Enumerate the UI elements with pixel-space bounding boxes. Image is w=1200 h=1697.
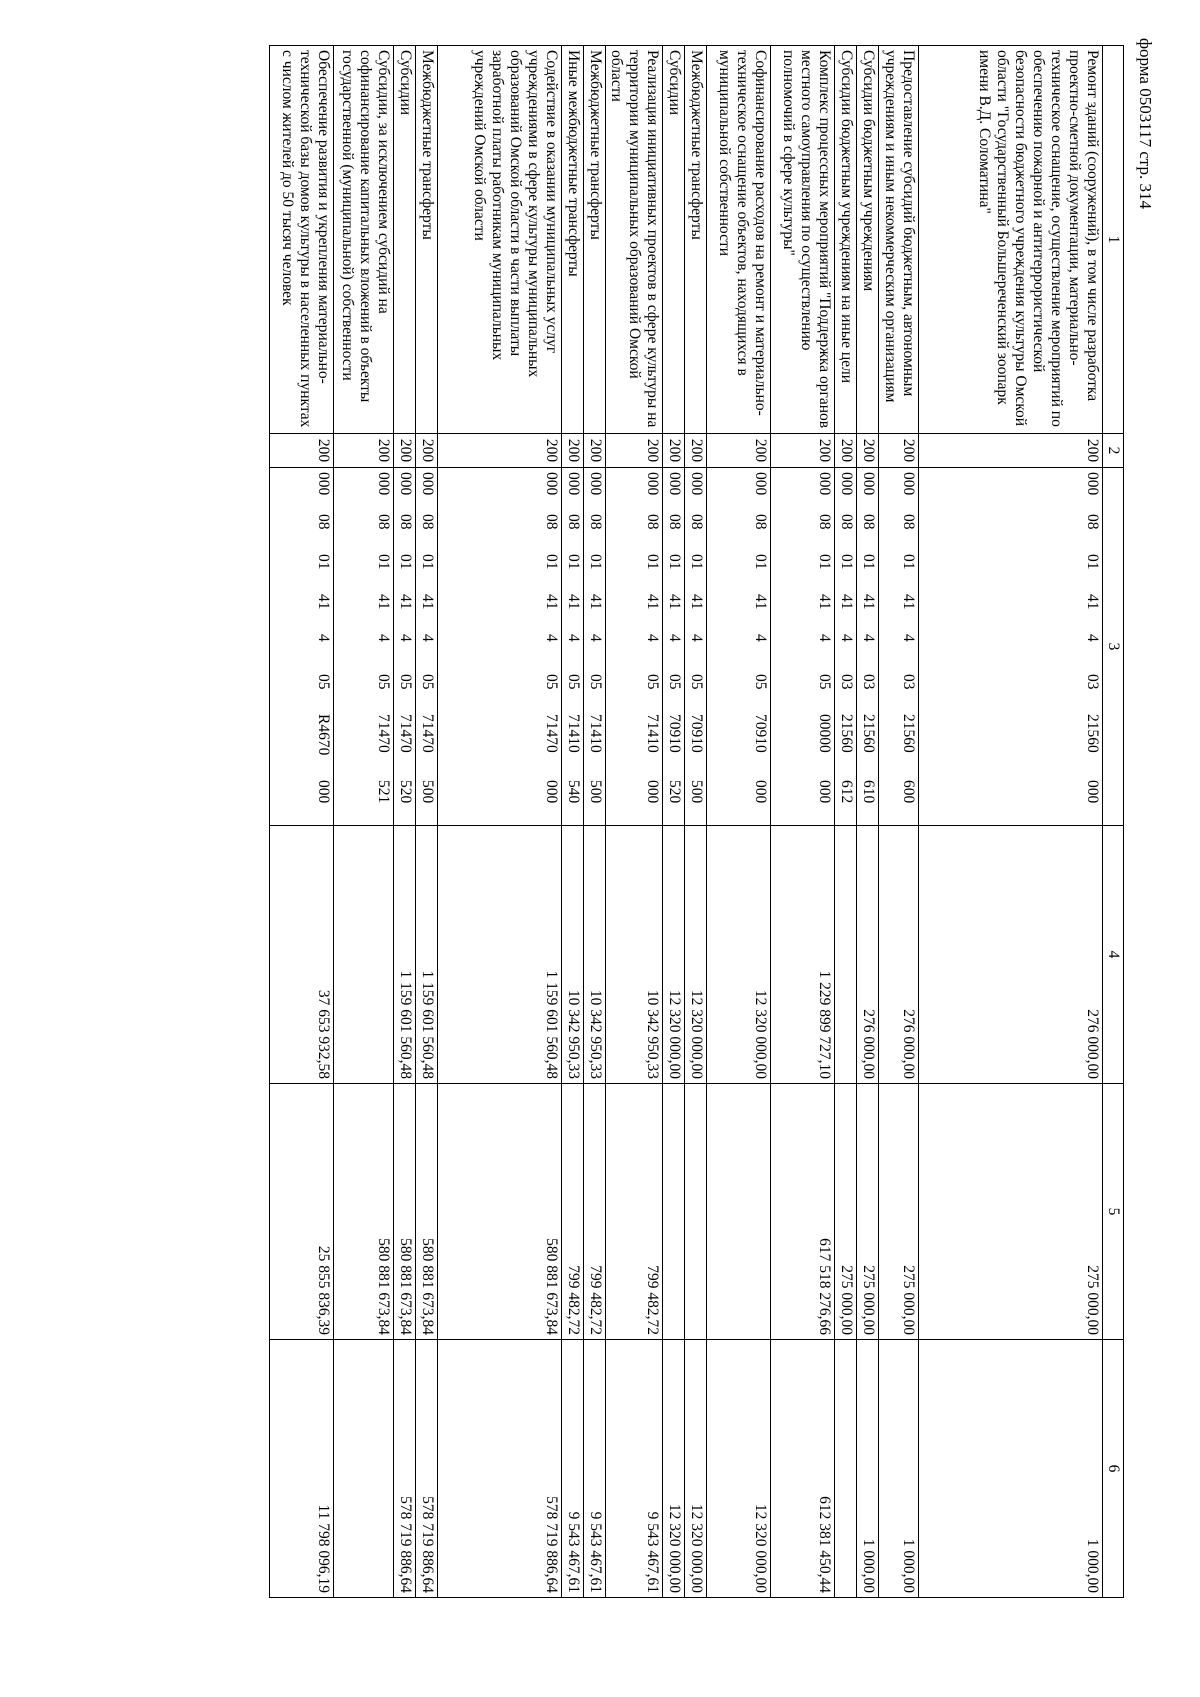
- row-executed-amount: 799 482,72: [584, 1084, 606, 1340]
- code-segment: 71470: [397, 714, 414, 753]
- row-budget-classification-code: [606, 468, 663, 826]
- code-segments: [396, 468, 414, 825]
- code-segment: 41: [565, 594, 582, 610]
- code-segment: 4: [838, 634, 855, 642]
- code-segment: 21560: [860, 714, 877, 753]
- row-description: Межбюджетные трансферты: [584, 46, 606, 434]
- code-segments: [374, 468, 392, 825]
- code-segment: 71470: [419, 714, 436, 753]
- code-segment: 01: [666, 554, 683, 570]
- table-row: [584, 46, 606, 1598]
- code-segment: 500: [587, 780, 604, 804]
- row-line-code: 200: [416, 434, 438, 468]
- row-budget-classification-code: [394, 468, 416, 826]
- column-number: 3: [1103, 468, 1124, 826]
- code-segment: 08: [419, 514, 436, 530]
- row-executed-amount: 275 000,00: [879, 1084, 919, 1340]
- code-segment: 4: [419, 634, 436, 642]
- code-segment: 03: [838, 674, 855, 690]
- row-description: Софинансирование расходов на ремонт и материально-техническое оснащение объектов, находящихся в муниципальной собственности: [707, 46, 771, 434]
- code-segment: 70910: [752, 714, 769, 753]
- code-segment: 600: [900, 780, 917, 804]
- row-description: Субсидии бюджетным учреждениям на иные цели: [835, 46, 857, 434]
- row-approved-amount: 12 320 000,00: [685, 826, 707, 1084]
- row-line-code: 200: [707, 434, 771, 468]
- code-segment: 41: [860, 594, 877, 610]
- code-segment: 500: [419, 780, 436, 804]
- code-segment: 08: [397, 514, 414, 530]
- code-segment: 71470: [543, 714, 560, 753]
- row-description: Иные межбюджетные трансферты: [562, 46, 584, 434]
- code-segments: [665, 468, 683, 825]
- row-budget-classification-code: [416, 468, 438, 826]
- code-segment: 4: [860, 634, 877, 642]
- code-segment: 03: [900, 674, 917, 690]
- code-segment: 000: [315, 472, 332, 496]
- row-line-code: 200: [394, 434, 416, 468]
- code-segment: 08: [900, 514, 917, 530]
- code-segment: 000: [419, 472, 436, 496]
- code-segment: 000: [752, 472, 769, 496]
- budget-table: [269, 45, 1124, 1598]
- row-budget-classification-code: [663, 468, 685, 826]
- table-row: [606, 46, 663, 1598]
- row-budget-classification-code: [562, 468, 584, 826]
- row-description: Обеспечение развития и укрепления материально-технической базы домов культуры в населенных пунктах с числом жителей до 50 тысяч человек: [270, 46, 334, 434]
- table-row: [394, 46, 416, 1598]
- code-segment: 08: [816, 514, 833, 530]
- row-unexecuted-amount: 11 798 096,19: [270, 1340, 334, 1598]
- code-segment: 4: [666, 634, 683, 642]
- code-segment: 610: [860, 780, 877, 804]
- row-approved-amount: 1 159 601 560,48: [438, 826, 562, 1084]
- table-row: [416, 46, 438, 1598]
- code-segments: [586, 468, 604, 825]
- table-row: [857, 46, 879, 1598]
- code-segment: 4: [587, 634, 604, 642]
- code-segments: [314, 468, 332, 825]
- code-segment: 41: [315, 594, 332, 610]
- column-number: 4: [1103, 826, 1124, 1084]
- column-number-row: [1103, 46, 1124, 1598]
- row-executed-amount: 275 000,00: [857, 1084, 879, 1340]
- row-approved-amount: 10 342 950,33: [584, 826, 606, 1084]
- code-segment: 05: [375, 674, 392, 690]
- code-segment: 01: [816, 554, 833, 570]
- code-segment: 71410: [565, 714, 582, 753]
- row-line-code: 200: [334, 434, 394, 468]
- row-approved-amount: 10 342 950,33: [606, 826, 663, 1084]
- code-segment: 520: [666, 780, 683, 804]
- code-segment: 41: [419, 594, 436, 610]
- code-segment: 500: [688, 780, 705, 804]
- code-segments: [418, 468, 436, 825]
- row-executed-amount: 275 000,00: [835, 1084, 857, 1340]
- code-segment: 41: [375, 594, 392, 610]
- row-unexecuted-amount: 9 543 467,61: [606, 1340, 663, 1598]
- row-unexecuted-amount: 9 543 467,61: [584, 1340, 606, 1598]
- code-segment: 05: [666, 674, 683, 690]
- row-budget-classification-code: [438, 468, 562, 826]
- row-line-code: 200: [919, 434, 1103, 468]
- code-segment: 05: [543, 674, 560, 690]
- row-budget-classification-code: [857, 468, 879, 826]
- code-segment: 000: [752, 780, 769, 804]
- code-segment: 08: [688, 514, 705, 530]
- code-segment: 01: [752, 554, 769, 570]
- column-number: 1: [1103, 46, 1124, 434]
- row-line-code: 200: [685, 434, 707, 468]
- row-unexecuted-amount: 612 381 450,44: [771, 1340, 835, 1598]
- row-executed-amount: [663, 1084, 685, 1340]
- row-executed-amount: 25 855 836,39: [270, 1084, 334, 1340]
- row-executed-amount: 799 482,72: [562, 1084, 584, 1340]
- code-segment: 01: [419, 554, 436, 570]
- row-approved-amount: 10 342 950,33: [562, 826, 584, 1084]
- code-segment: 4: [644, 634, 661, 642]
- table-row: [334, 46, 394, 1598]
- code-segment: 000: [644, 780, 661, 804]
- row-description: Предоставление субсидий бюджетным, автономным учреждениям и иным некоммерческим организациям: [879, 46, 919, 434]
- row-description: Комплекс процессных мероприятий "Поддержка органов местного самоуправления по осуществлению полномочий в сфере культуры": [771, 46, 835, 434]
- row-description: Субсидии: [663, 46, 685, 434]
- column-number: 5: [1103, 1084, 1124, 1340]
- code-segment: 01: [397, 554, 414, 570]
- row-budget-classification-code: [685, 468, 707, 826]
- row-description: Содействие в оказании муниципальных услуг учреждениями в сфере культуры муниципальных образований Омской области в части выплаты заработной платы работникам муниципальных учреждений Омской области: [438, 46, 562, 434]
- code-segment: 05: [752, 674, 769, 690]
- table-row: [438, 46, 562, 1598]
- code-segment: 05: [565, 674, 582, 690]
- code-segment: 08: [644, 514, 661, 530]
- code-segment: 05: [397, 674, 414, 690]
- code-segments: [751, 468, 769, 825]
- table-row: [663, 46, 685, 1598]
- code-segment: 000: [900, 472, 917, 496]
- row-approved-amount: 1 229 899 727,10: [771, 826, 835, 1084]
- code-segment: 21560: [1084, 714, 1101, 753]
- table-row: [685, 46, 707, 1598]
- code-segment: 000: [375, 472, 392, 496]
- row-executed-amount: [685, 1084, 707, 1340]
- row-line-code: 200: [879, 434, 919, 468]
- code-segment: 05: [688, 674, 705, 690]
- row-unexecuted-amount: 12 320 000,00: [663, 1340, 685, 1598]
- row-executed-amount: 580 881 673,84: [438, 1084, 562, 1340]
- row-unexecuted-amount: 12 320 000,00: [685, 1340, 707, 1598]
- code-segment: 08: [587, 514, 604, 530]
- code-segment: 000: [688, 472, 705, 496]
- form-label: форма 0503117 стр. 314: [1136, 38, 1155, 209]
- code-segment: 41: [587, 594, 604, 610]
- column-number: 2: [1103, 434, 1124, 468]
- code-segment: 08: [375, 514, 392, 530]
- row-description: Межбюджетные трансферты: [416, 46, 438, 434]
- code-segment: 000: [644, 472, 661, 496]
- row-line-code: 200: [771, 434, 835, 468]
- row-executed-amount: 580 881 673,84: [416, 1084, 438, 1340]
- code-segment: 41: [838, 594, 855, 610]
- code-segment: 01: [565, 554, 582, 570]
- code-segment: 4: [688, 634, 705, 642]
- row-line-code: 200: [857, 434, 879, 468]
- code-segment: 05: [419, 674, 436, 690]
- row-description: Субсидии бюджетным учреждениям: [857, 46, 879, 434]
- code-segment: 000: [543, 472, 560, 496]
- row-unexecuted-amount: [835, 1340, 857, 1598]
- code-segments: [1083, 468, 1101, 825]
- row-unexecuted-amount: 578 719 886,64: [416, 1340, 438, 1598]
- code-segment: 70910: [688, 714, 705, 753]
- code-segment: 000: [838, 472, 855, 496]
- row-budget-classification-code: [835, 468, 857, 826]
- table-row: [270, 46, 334, 1598]
- row-budget-classification-code: [270, 468, 334, 826]
- code-segment: 41: [666, 594, 683, 610]
- code-segment: 000: [565, 472, 582, 496]
- code-segment: 01: [375, 554, 392, 570]
- row-approved-amount: 1 159 601 560,48: [394, 826, 416, 1084]
- code-segment: 08: [315, 514, 332, 530]
- code-segment: 01: [688, 554, 705, 570]
- row-approved-amount: 12 320 000,00: [707, 826, 771, 1084]
- row-unexecuted-amount: 12 320 000,00: [707, 1340, 771, 1598]
- code-segment: 71470: [375, 714, 392, 753]
- code-segment: 05: [587, 674, 604, 690]
- code-segment: 41: [644, 594, 661, 610]
- code-segment: 71410: [644, 714, 661, 753]
- code-segment: 000: [587, 472, 604, 496]
- code-segment: 05: [644, 674, 661, 690]
- code-segment: 521: [375, 780, 392, 804]
- row-description: Межбюджетные трансферты: [685, 46, 707, 434]
- row-line-code: 200: [584, 434, 606, 468]
- code-segment: 01: [900, 554, 917, 570]
- code-segment: 000: [1084, 780, 1101, 804]
- code-segment: 000: [816, 780, 833, 804]
- code-segment: 08: [565, 514, 582, 530]
- code-segment: R4670: [315, 714, 332, 756]
- code-segments: [687, 468, 705, 825]
- code-segment: 520: [397, 780, 414, 804]
- code-segment: 08: [838, 514, 855, 530]
- row-executed-amount: 617 518 276,66: [771, 1084, 835, 1340]
- code-segment: 05: [315, 674, 332, 690]
- code-segment: 41: [1084, 594, 1101, 610]
- row-line-code: 200: [270, 434, 334, 468]
- code-segment: 08: [1084, 514, 1101, 530]
- row-description: Реализация инициативных проектов в сфере культуры на территории муниципальных образований Омской области: [606, 46, 663, 434]
- row-approved-amount: 12 320 000,00: [663, 826, 685, 1084]
- row-approved-amount: 37 653 932,58: [270, 826, 334, 1084]
- row-line-code: 200: [835, 434, 857, 468]
- row-line-code: 200: [562, 434, 584, 468]
- code-segment: 4: [1084, 634, 1101, 642]
- code-segment: 00000: [816, 714, 833, 753]
- row-budget-classification-code: [879, 468, 919, 826]
- row-executed-amount: 580 881 673,84: [334, 1084, 394, 1340]
- table-row: [919, 46, 1103, 1598]
- code-segment: 70910: [666, 714, 683, 753]
- code-segments: [542, 468, 560, 825]
- code-segment: 21560: [838, 714, 855, 753]
- code-segment: 41: [900, 594, 917, 610]
- code-segment: 000: [397, 472, 414, 496]
- code-segment: 540: [565, 780, 582, 804]
- code-segment: 01: [543, 554, 560, 570]
- code-segment: 01: [315, 554, 332, 570]
- code-segment: 41: [752, 594, 769, 610]
- row-unexecuted-amount: 1 000,00: [879, 1340, 919, 1598]
- code-segment: 01: [1084, 554, 1101, 570]
- row-line-code: 200: [663, 434, 685, 468]
- code-segment: 01: [644, 554, 661, 570]
- code-segment: 08: [860, 514, 877, 530]
- code-segments: [837, 468, 855, 825]
- code-segments: [564, 468, 582, 825]
- code-segment: 05: [816, 674, 833, 690]
- table-row: [707, 46, 771, 1598]
- row-unexecuted-amount: 1 000,00: [919, 1340, 1103, 1598]
- row-unexecuted-amount: 9 543 467,61: [562, 1340, 584, 1598]
- row-budget-classification-code: [584, 468, 606, 826]
- code-segments: [859, 468, 877, 825]
- row-executed-amount: [707, 1084, 771, 1340]
- row-description: Субсидии, за исключением субсидий на софинансирование капитальных вложений в объекты государственной (муниципальной) собственности: [334, 46, 394, 434]
- row-approved-amount: 276 000,00: [857, 826, 879, 1084]
- code-segment: 71410: [587, 714, 604, 753]
- row-line-code: 200: [606, 434, 663, 468]
- code-segment: 41: [816, 594, 833, 610]
- code-segment: 41: [543, 594, 560, 610]
- row-approved-amount: [835, 826, 857, 1084]
- table-body: [270, 46, 1124, 1598]
- code-segment: 41: [397, 594, 414, 610]
- code-segment: 4: [375, 634, 392, 642]
- code-segment: 4: [816, 634, 833, 642]
- code-segment: 000: [666, 472, 683, 496]
- code-segments: [643, 468, 661, 825]
- row-approved-amount: 1 159 601 560,48: [416, 826, 438, 1084]
- row-unexecuted-amount: 1 000,00: [857, 1340, 879, 1598]
- row-budget-classification-code: [707, 468, 771, 826]
- code-segment: 4: [752, 634, 769, 642]
- code-segment: 03: [860, 674, 877, 690]
- table-row: [562, 46, 584, 1598]
- code-segment: 01: [587, 554, 604, 570]
- row-unexecuted-amount: 578 719 886,64: [438, 1340, 562, 1598]
- code-segment: 4: [543, 634, 560, 642]
- code-segment: 4: [565, 634, 582, 642]
- code-segment: 21560: [900, 714, 917, 753]
- code-segment: 08: [752, 514, 769, 530]
- row-approved-amount: 276 000,00: [879, 826, 919, 1084]
- code-segment: 01: [860, 554, 877, 570]
- row-line-code: 200: [438, 434, 562, 468]
- code-segment: 08: [543, 514, 560, 530]
- row-approved-amount: [334, 826, 394, 1084]
- code-segment: 000: [315, 780, 332, 804]
- code-segment: 4: [315, 634, 332, 642]
- row-budget-classification-code: [919, 468, 1103, 826]
- row-executed-amount: 275 000,00: [919, 1084, 1103, 1340]
- row-description: Ремонт зданий (сооружений), в том числе разработка проектно-сметной документации, материально-техническое оснащение, осуществление мероприятий по обеспечению пожарной и антитеррористической безопасности бюджетного учреждения культуры Омской области "Государственный Большереченский зоопарк имени В.Д. Соломатина": [919, 46, 1103, 434]
- row-budget-classification-code: [771, 468, 835, 826]
- column-number: 6: [1103, 1340, 1124, 1598]
- row-executed-amount: 799 482,72: [606, 1084, 663, 1340]
- code-segments: [899, 468, 917, 825]
- table-row: [771, 46, 835, 1598]
- table-row: [835, 46, 857, 1598]
- table-row: [879, 46, 919, 1598]
- code-segment: 4: [900, 634, 917, 642]
- row-budget-classification-code: [334, 468, 394, 826]
- row-executed-amount: 580 881 673,84: [394, 1084, 416, 1340]
- code-segment: 000: [816, 472, 833, 496]
- code-segment: 000: [1084, 472, 1101, 496]
- code-segment: 612: [838, 780, 855, 804]
- code-segment: 4: [397, 634, 414, 642]
- code-segments: [815, 468, 833, 825]
- code-segment: 01: [838, 554, 855, 570]
- code-segment: 08: [666, 514, 683, 530]
- code-segment: 000: [860, 472, 877, 496]
- code-segment: 41: [688, 594, 705, 610]
- row-unexecuted-amount: 578 719 886,64: [394, 1340, 416, 1598]
- code-segment: 03: [1084, 674, 1101, 690]
- row-unexecuted-amount: [334, 1340, 394, 1598]
- row-approved-amount: 276 000,00: [919, 826, 1103, 1084]
- code-segment: 000: [543, 780, 560, 804]
- row-description: Субсидии: [394, 46, 416, 434]
